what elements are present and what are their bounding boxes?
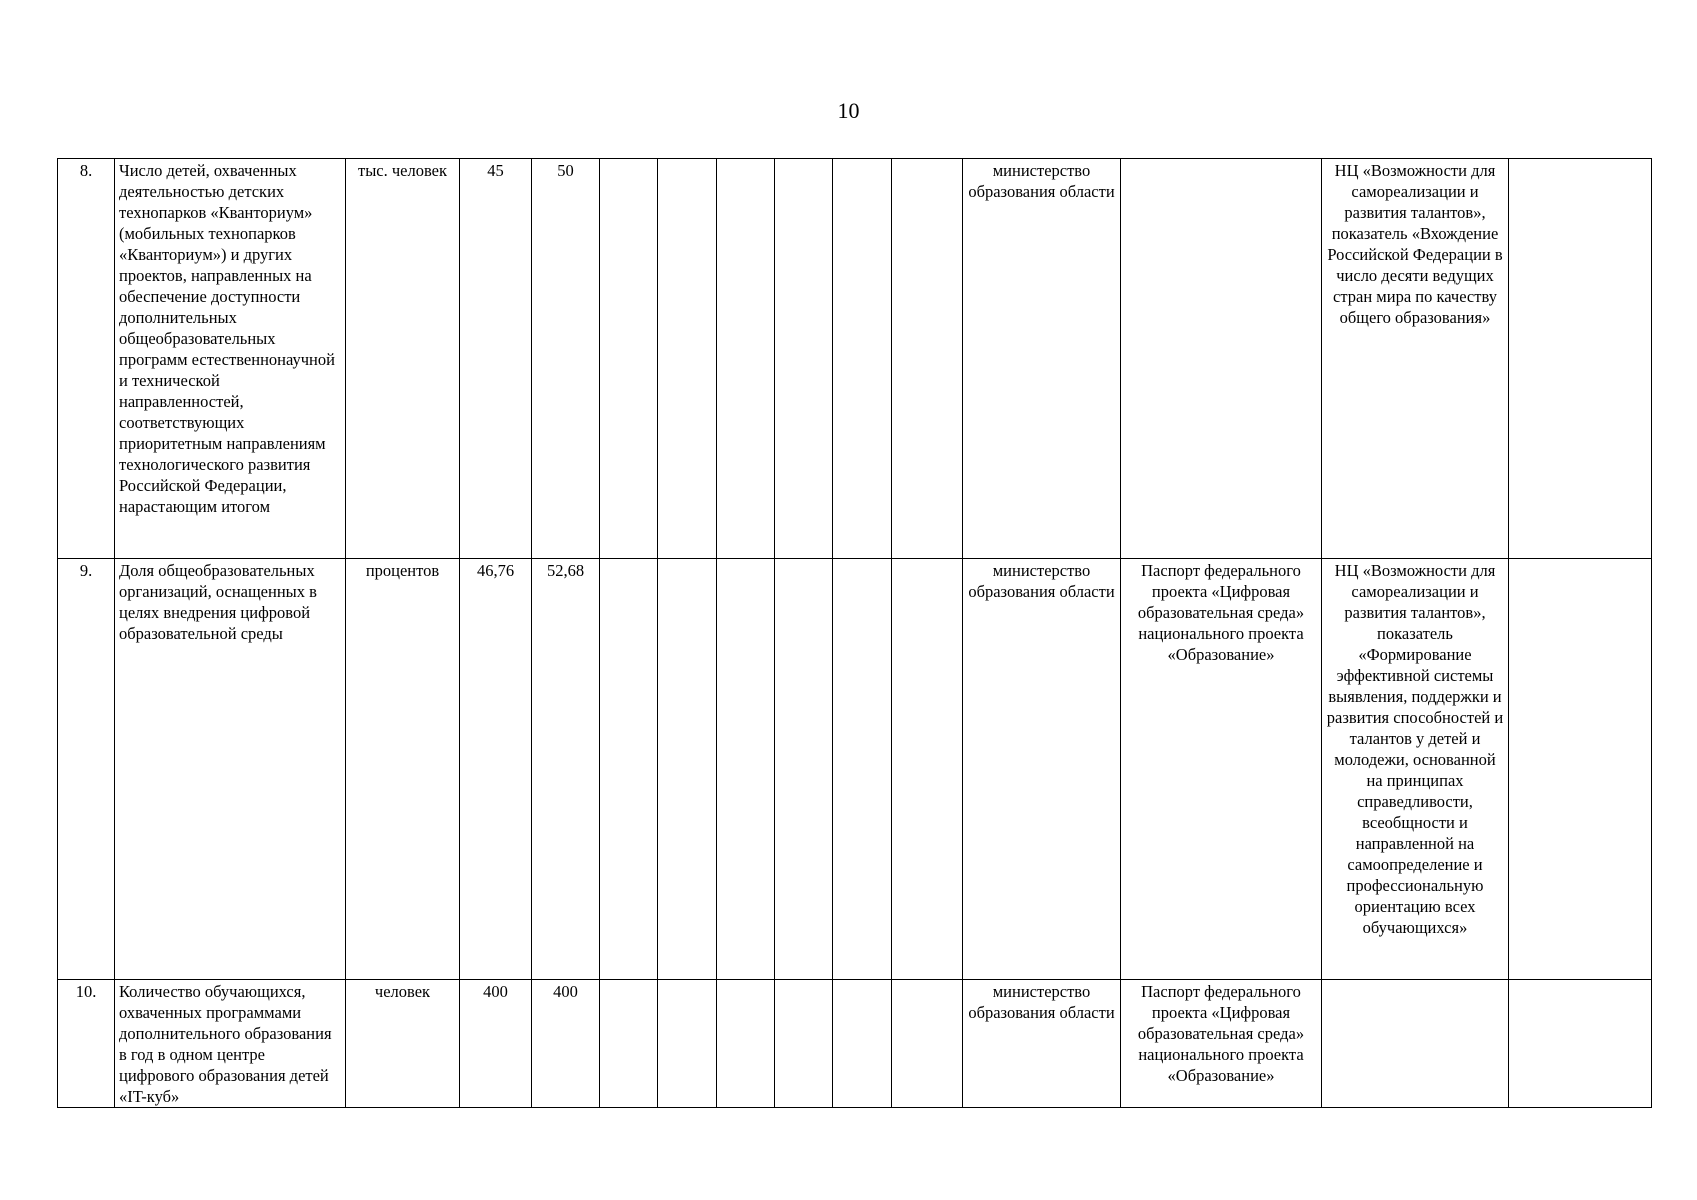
- table-row: [58, 159, 1652, 559]
- empty-cell: [1509, 980, 1652, 1108]
- empty-cell: [717, 559, 775, 980]
- indicators-table: [57, 158, 1652, 1108]
- empty-cell: [1509, 559, 1652, 980]
- unit-of-measure: человек: [346, 980, 460, 1108]
- empty-cell: [717, 980, 775, 1108]
- indicator-name: Число детей, охваченных деятельностью детских технопарков «Кванториум» (мобильных технопарков «Кванториум») и других проектов, направленных на обеспечение доступности дополнительных общеобразовательных программ естественнонаучной и технической направленностей, соответствующих приоритетным направлениям технологического развития Российской Федерации, нарастающим итогом: [115, 159, 346, 559]
- unit-of-measure: процентов: [346, 559, 460, 980]
- empty-cell: [833, 559, 892, 980]
- empty-cell: [833, 980, 892, 1108]
- row-number: 10.: [58, 980, 115, 1108]
- empty-cell: [600, 159, 658, 559]
- empty-cell: [717, 159, 775, 559]
- row-number: 9.: [58, 559, 115, 980]
- source-document: Паспорт федерального проекта «Цифровая образовательная среда» национального проекта «Образование»: [1121, 980, 1322, 1108]
- page-number: 10: [837, 98, 860, 123]
- empty-cell: [775, 980, 833, 1108]
- national-goal: НЦ «Возможности для самореализации и развития талантов», показатель «Вхождение Российской Федерации в число десяти ведущих стран мира по качеству общего образования»: [1322, 159, 1509, 559]
- value-cell: 46,76: [460, 559, 532, 980]
- responsible-body: министерство образования области: [963, 159, 1121, 559]
- responsible-body: министерство образования области: [963, 559, 1121, 980]
- table-row: [58, 980, 1652, 1108]
- row-number: 8.: [58, 159, 115, 559]
- empty-cell: [892, 980, 963, 1108]
- value-cell: 400: [460, 980, 532, 1108]
- value-cell: 52,68: [532, 559, 600, 980]
- national-goal: [1322, 980, 1509, 1108]
- indicator-name: Количество обучающихся, охваченных программами дополнительного образования в год в одном центре цифрового образования детей «IT-куб»: [115, 980, 346, 1108]
- source-document: Паспорт федерального проекта «Цифровая образовательная среда» национального проекта «Образование»: [1121, 559, 1322, 980]
- responsible-body: министерство образования области: [963, 980, 1121, 1108]
- table-row: [58, 559, 1652, 980]
- source-document: [1121, 159, 1322, 559]
- empty-cell: [658, 159, 717, 559]
- value-cell: 50: [532, 159, 600, 559]
- empty-cell: [1509, 159, 1652, 559]
- empty-cell: [833, 159, 892, 559]
- national-goal: НЦ «Возможности для самореализации и развития талантов», показатель «Формирование эффективной системы выявления, поддержки и развития способностей и талантов у детей и молодежи, основанной на принципах справедливости, всеобщности и направленной на самоопределение и профессиональную ориентацию всех обучающихся»: [1322, 559, 1509, 980]
- empty-cell: [600, 980, 658, 1108]
- value-cell: 400: [532, 980, 600, 1108]
- empty-cell: [775, 159, 833, 559]
- empty-cell: [658, 980, 717, 1108]
- empty-cell: [892, 159, 963, 559]
- empty-cell: [892, 559, 963, 980]
- value-cell: 45: [460, 159, 532, 559]
- indicator-name: Доля общеобразовательных организаций, оснащенных в целях внедрения цифровой образовательной среды: [115, 559, 346, 980]
- empty-cell: [775, 559, 833, 980]
- empty-cell: [600, 559, 658, 980]
- empty-cell: [658, 559, 717, 980]
- unit-of-measure: тыс. человек: [346, 159, 460, 559]
